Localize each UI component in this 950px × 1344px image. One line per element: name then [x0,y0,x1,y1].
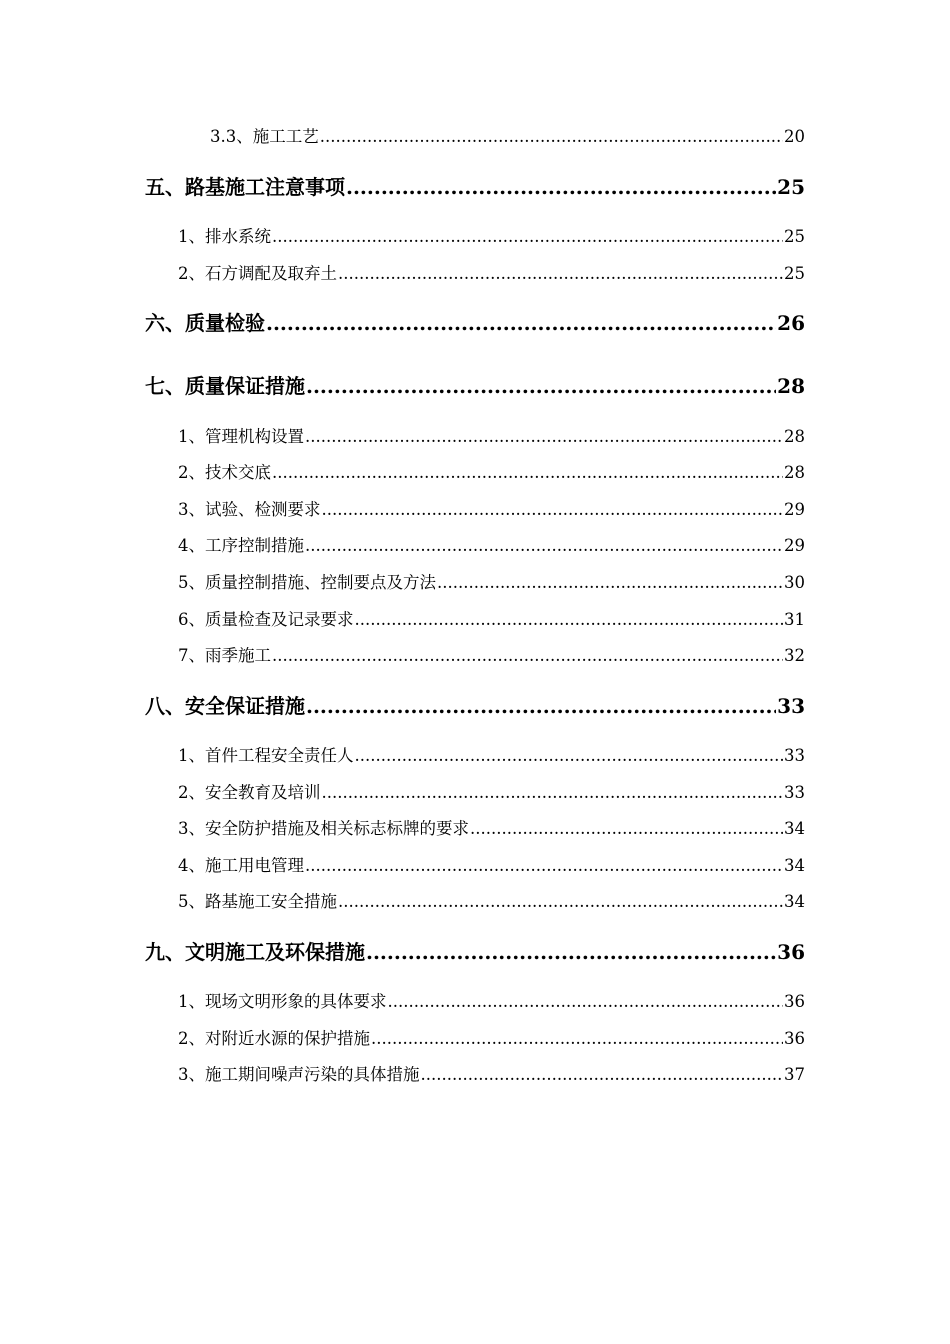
toc-entry[interactable] [178,535,805,557]
toc-entry-title: 4、施工用电管理 [178,856,304,875]
toc-entry-page: 32 [784,646,805,665]
toc-entry-page: 36 [777,940,805,964]
toc-entry[interactable] [210,126,805,148]
dot-leader [320,126,783,148]
toc-entry-title: 5、质量控制措施、控制要点及方法 [178,573,436,592]
toc-entry-title: 1、排水系统 [178,227,271,246]
toc-entry[interactable] [178,1028,805,1050]
toc-entry[interactable] [178,891,805,913]
toc-entry[interactable] [145,174,805,200]
toc-entry[interactable] [145,373,805,399]
toc-entry[interactable] [145,939,805,965]
toc-entry[interactable] [178,645,805,667]
dot-leader [470,818,783,840]
toc-entry[interactable] [178,572,805,594]
toc-entry-title: 2、技术交底 [178,463,271,482]
dot-leader [306,373,776,399]
toc-entry-title: 3、施工期间噪声污染的具体措施 [178,1065,420,1084]
dot-leader [305,535,783,557]
toc-entry-page: 34 [784,856,805,875]
toc-entry-page: 28 [777,374,805,398]
toc-entry-title: 4、工序控制措施 [178,536,304,555]
toc-entry-page: 33 [784,746,805,765]
toc-entry[interactable] [178,745,805,767]
dot-leader [305,426,783,448]
toc-entry[interactable] [178,226,805,248]
dot-leader [355,745,784,767]
toc-entry-title: 1、管理机构设置 [178,427,304,446]
toc-entry-page: 28 [784,427,805,446]
toc-entry[interactable] [145,693,805,719]
toc-entry-title: 1、首件工程安全责任人 [178,746,354,765]
toc-entry[interactable] [178,426,805,448]
toc-entry-page: 28 [784,463,805,482]
toc-entry-title: 5、路基施工安全措施 [178,892,337,911]
dot-leader [272,645,783,667]
toc-entry-page: 30 [784,573,805,592]
toc-entry-page: 33 [777,694,805,718]
toc-entry-title: 3、安全防护措施及相关标志标牌的要求 [178,819,469,838]
dot-leader [338,891,783,913]
dot-leader [322,499,784,521]
toc-entry[interactable] [178,609,805,631]
toc-entry-title: 6、质量检查及记录要求 [178,610,354,629]
toc-entry[interactable] [145,310,805,336]
toc-entry-page: 29 [784,500,805,519]
toc-entry-page: 36 [784,992,805,1011]
toc-entry-title: 六、质量检验 [145,311,265,335]
toc-entry[interactable] [178,499,805,521]
dot-leader [322,782,784,804]
toc-entry-title: 七、质量保证措施 [145,374,305,398]
toc-entry-page: 34 [784,892,805,911]
toc-entry-page: 25 [777,175,805,199]
toc-entry-title: 7、雨季施工 [178,646,271,665]
toc-entry-page: 33 [784,783,805,802]
dot-leader [272,226,783,248]
toc-entry-page: 29 [784,536,805,555]
toc-entry-page: 25 [784,227,805,246]
toc-entry-page: 31 [784,610,805,629]
dot-leader [388,991,784,1013]
toc-entry-title: 2、石方调配及取弃土 [178,264,337,283]
dot-leader [421,1064,784,1086]
toc-entry-title: 1、现场文明形象的具体要求 [178,992,387,1011]
dot-leader [338,263,783,285]
toc-entry-title: 3、试验、检测要求 [178,500,321,519]
dot-leader [266,310,776,336]
toc-entry[interactable] [178,462,805,484]
dot-leader [346,174,776,200]
toc-entry[interactable] [178,782,805,804]
dot-leader [272,462,783,484]
dot-leader [437,572,783,594]
toc-entry-page: 36 [784,1029,805,1048]
toc-entry[interactable] [178,991,805,1013]
toc-entry-title: 八、安全保证措施 [145,694,305,718]
dot-leader [366,939,776,965]
toc-entry-page: 34 [784,819,805,838]
toc-entry[interactable] [178,855,805,877]
toc-entry-title: 2、安全教育及培训 [178,783,321,802]
toc-entry-title: 2、对附近水源的保护措施 [178,1029,370,1048]
dot-leader [305,855,783,877]
dot-leader [355,609,784,631]
toc-entry[interactable] [178,263,805,285]
toc-entry-page: 20 [784,127,805,146]
toc-entry-page: 26 [777,311,805,335]
toc-entry-title: 3.3、施工工艺 [210,127,319,146]
toc-entry-page: 37 [784,1065,805,1084]
dot-leader [306,693,776,719]
toc-entry-title: 九、文明施工及环保措施 [145,940,365,964]
toc-entry-page: 25 [784,264,805,283]
toc-entry-title: 五、路基施工注意事项 [145,175,345,199]
dot-leader [371,1028,783,1050]
toc-entry[interactable] [178,818,805,840]
toc-entry[interactable] [178,1064,805,1086]
